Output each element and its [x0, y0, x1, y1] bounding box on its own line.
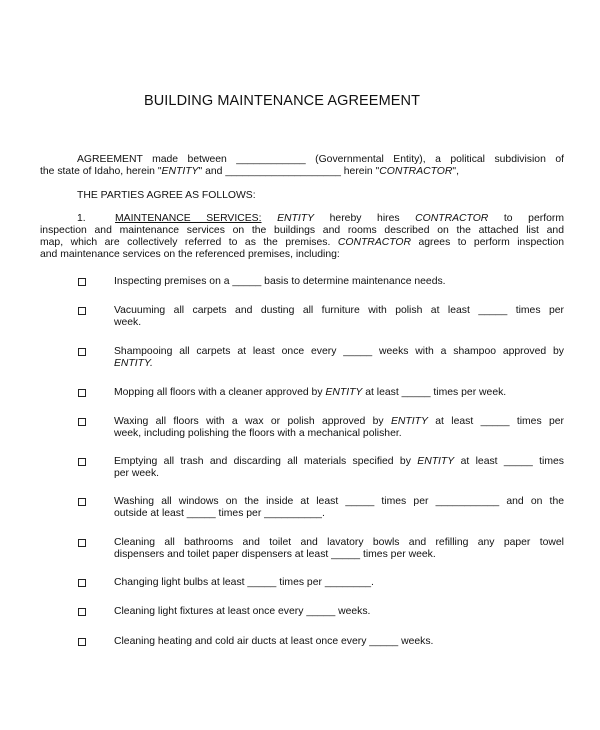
item-text: Vacuuming all carpets and dusting all furniture with polish at least _____ times per [114, 305, 564, 316]
checkbox-icon[interactable] [78, 278, 86, 286]
item-text: Emptying all trash and discarding all materials specified by [114, 456, 411, 467]
item-text: week. [114, 317, 142, 328]
checkbox-icon[interactable] [78, 348, 86, 356]
contractor-term: CONTRACTOR [379, 166, 453, 177]
item-text: week, including polishing the floors with a mechanical polisher. [114, 428, 402, 439]
item-text: per week. [114, 468, 160, 479]
item-text: Mopping all floors with a cleaner approved by [114, 387, 323, 398]
item-text: Cleaning heating and cold air ducts at least once every _____ weeks. [114, 636, 434, 647]
entity-term: ENTITY. [114, 358, 153, 369]
checkbox-icon[interactable] [78, 638, 86, 646]
item-text: outside at least _____ times per __________. [114, 508, 325, 519]
section-text: map, which are collectively referred to as the premises. [40, 237, 331, 248]
intro-text: (Governmental Entity), a political subdivision of [315, 154, 564, 165]
entity-term: ENTITY [277, 213, 315, 224]
item-text: dispensers and toilet paper dispensers at least _____ times per week. [114, 549, 436, 560]
intro-paragraph [40, 154, 564, 178]
intro-text: AGREEMENT made between [77, 154, 227, 165]
contractor-term: CONTRACTOR [415, 213, 489, 224]
checkbox-icon[interactable] [78, 498, 86, 506]
contractor-blank: ____________________ [225, 166, 341, 177]
parties-heading: THE PARTIES AGREE AS FOLLOWS: [77, 190, 256, 201]
checkbox-icon[interactable] [78, 579, 86, 587]
item-text: at least _____ times per [435, 416, 565, 427]
document-title: BUILDING MAINTENANCE AGREEMENT [143, 93, 421, 109]
checkbox-icon[interactable] [78, 539, 86, 547]
item-text [114, 456, 564, 468]
item-text: Cleaning light fixtures at least once every _____ weeks. [114, 606, 371, 617]
section-text: agrees to perform inspection [418, 237, 565, 248]
item-text: at least _____ times per week. [365, 387, 507, 398]
entity-term: ENTITY [325, 387, 363, 398]
section-text: hereby hires [329, 213, 400, 224]
checkbox-icon[interactable] [78, 389, 86, 397]
item-text: Changing light bulbs at least _____ times per ________. [114, 577, 374, 588]
intro-line-2 [40, 166, 564, 178]
section-1-paragraph [40, 213, 564, 261]
checkbox-icon[interactable] [78, 307, 86, 315]
intro-text: " and [198, 166, 223, 177]
item-text: Washing all windows on the inside at least _____ times per ___________ and on the [114, 496, 564, 507]
contractor-term: CONTRACTOR [337, 237, 411, 248]
checkbox-icon[interactable] [78, 418, 86, 426]
item-text [114, 416, 564, 428]
section-1-line-2: inspection and maintenance services on the buildings and rooms described on the attached list and [40, 225, 564, 236]
checkbox-icon[interactable] [78, 608, 86, 616]
item-text: Waxing all floors with a wax or polish approved by [114, 416, 384, 427]
intro-text: herein " [343, 166, 380, 177]
item-text: Cleaning all bathrooms and toilet and lavatory bowls and refilling any paper towel [114, 537, 564, 548]
item-text: Inspecting premises on a _____ basis to determine maintenance needs. [114, 276, 446, 287]
item-text: Shampooing all carpets at least once every _____ weeks with a shampoo approved by [114, 346, 564, 357]
intro-text: ", [452, 166, 459, 177]
entity-term: ENTITY [417, 456, 455, 467]
item-text: at least _____ times [460, 456, 564, 467]
entity-term: ENTITY [161, 166, 199, 177]
intro-line-1 [40, 154, 564, 166]
section-1-line-3 [40, 237, 564, 249]
entity-blank: ____________ [236, 154, 306, 165]
section-number: 1. [77, 213, 86, 224]
entity-term: ENTITY [390, 416, 428, 427]
item-text [114, 387, 564, 399]
section-1-line-4: and maintenance services on the referenced premises, including: [40, 249, 340, 260]
section-heading: MAINTENANCE SERVICES: [115, 213, 262, 224]
section-1-line-1 [40, 213, 564, 225]
checkbox-icon[interactable] [78, 458, 86, 466]
intro-text: the state of Idaho, herein " [40, 166, 162, 177]
section-text: to perform [503, 213, 564, 224]
